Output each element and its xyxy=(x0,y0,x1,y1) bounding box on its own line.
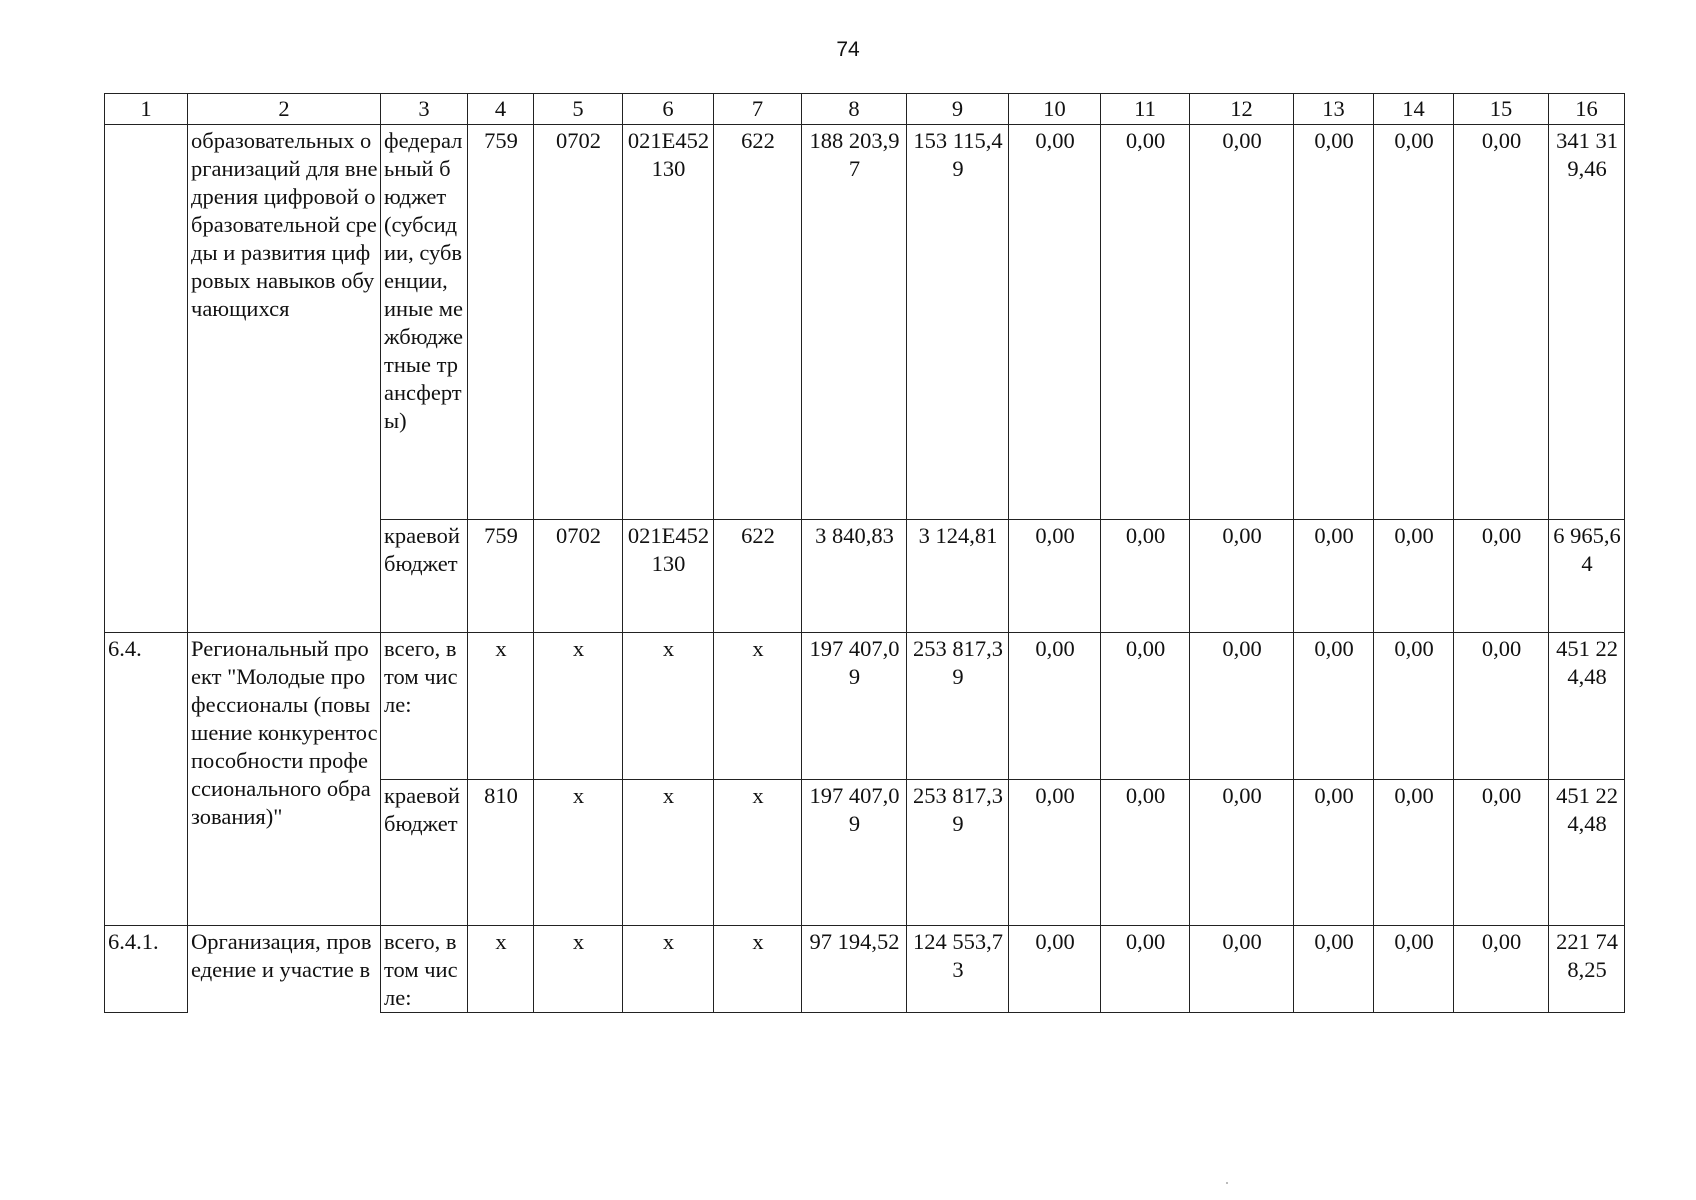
header-cell: 10 xyxy=(1009,94,1101,125)
header-cell: 11 xyxy=(1101,94,1190,125)
total-cell: 451 224,48 xyxy=(1549,633,1625,780)
code-cell: x xyxy=(468,633,534,780)
header-cell: 12 xyxy=(1190,94,1294,125)
code-cell: x xyxy=(623,926,714,1013)
amount-cell: 0,00 xyxy=(1294,780,1374,926)
header-cell: 14 xyxy=(1374,94,1454,125)
amount-cell: 0,00 xyxy=(1009,125,1101,520)
header-cell: 13 xyxy=(1294,94,1374,125)
table-row xyxy=(105,633,1625,780)
total-cell: 451 224,48 xyxy=(1549,780,1625,926)
code-cell: 759 xyxy=(468,125,534,520)
amount-cell: 0,00 xyxy=(1009,633,1101,780)
header-cell: 15 xyxy=(1454,94,1549,125)
amount-cell: 0,00 xyxy=(1374,780,1454,926)
amount-cell: 3 124,81 xyxy=(907,520,1009,633)
amount-cell: 0,00 xyxy=(1101,926,1190,1013)
amount-cell: 0,00 xyxy=(1009,520,1101,633)
code-cell: 0702 xyxy=(534,520,623,633)
amount-cell: 253 817,39 xyxy=(907,780,1009,926)
code-cell: x xyxy=(468,926,534,1013)
amount-cell: 0,00 xyxy=(1190,926,1294,1013)
amount-cell: 0,00 xyxy=(1190,633,1294,780)
code-cell: x xyxy=(623,780,714,926)
header-row xyxy=(105,94,1625,125)
amount-cell: 0,00 xyxy=(1294,633,1374,780)
amount-cell: 197 407,09 xyxy=(802,780,907,926)
amount-cell: 0,00 xyxy=(1374,125,1454,520)
header-cell: 8 xyxy=(802,94,907,125)
amount-cell: 97 194,52 xyxy=(802,926,907,1013)
funding-source-cell: краевой бюджет xyxy=(381,780,468,926)
amount-cell: 0,00 xyxy=(1374,520,1454,633)
total-cell: 341 319,46 xyxy=(1549,125,1625,520)
code-cell: x xyxy=(714,926,802,1013)
funding-source-cell: всего, в том числе: xyxy=(381,633,468,780)
amount-cell: 0,00 xyxy=(1294,125,1374,520)
amount-cell: 0,00 xyxy=(1294,520,1374,633)
amount-cell: 153 115,49 xyxy=(907,125,1009,520)
code-cell: 622 xyxy=(714,520,802,633)
amount-cell: 3 840,83 xyxy=(802,520,907,633)
code-cell: x xyxy=(623,633,714,780)
code-cell: 622 xyxy=(714,125,802,520)
header-cell: 7 xyxy=(714,94,802,125)
event-name-cell: образовательных организаций для внедрения цифровой образовательной среды и развития цифровых навыков обучающихся xyxy=(188,125,381,633)
amount-cell: 0,00 xyxy=(1454,780,1549,926)
code-cell: x xyxy=(534,633,623,780)
table-row xyxy=(105,125,1625,520)
amount-cell: 0,00 xyxy=(1454,125,1549,520)
code-cell: x xyxy=(534,780,623,926)
amount-cell: 0,00 xyxy=(1101,633,1190,780)
header-cell: 16 xyxy=(1549,94,1625,125)
amount-cell: 0,00 xyxy=(1101,780,1190,926)
code-cell: 810 xyxy=(468,780,534,926)
total-cell: 221 748,25 xyxy=(1549,926,1625,1013)
amount-cell: 0,00 xyxy=(1190,780,1294,926)
scan-speck xyxy=(1226,1182,1228,1184)
amount-cell: 124 553,73 xyxy=(907,926,1009,1013)
code-cell: 759 xyxy=(468,520,534,633)
amount-cell: 0,00 xyxy=(1294,926,1374,1013)
amount-cell: 0,00 xyxy=(1009,780,1101,926)
amount-cell: 0,00 xyxy=(1101,520,1190,633)
header-cell: 4 xyxy=(468,94,534,125)
total-cell: 6 965,64 xyxy=(1549,520,1625,633)
funding-source-cell: краевой бюджет xyxy=(381,520,468,633)
amount-cell: 0,00 xyxy=(1374,633,1454,780)
code-cell: 021E452130 xyxy=(623,125,714,520)
amount-cell: 197 407,09 xyxy=(802,633,907,780)
amount-cell: 0,00 xyxy=(1454,926,1549,1013)
amount-cell: 253 817,39 xyxy=(907,633,1009,780)
header-cell: 9 xyxy=(907,94,1009,125)
row-number-cell xyxy=(105,125,188,633)
amount-cell: 0,00 xyxy=(1454,520,1549,633)
amount-cell: 0,00 xyxy=(1009,926,1101,1013)
budget-table xyxy=(104,93,1625,1013)
code-cell: x xyxy=(534,926,623,1013)
amount-cell: 0,00 xyxy=(1374,926,1454,1013)
header-cell: 5 xyxy=(534,94,623,125)
table-row xyxy=(105,926,1625,1013)
page-number: 74 xyxy=(836,38,860,61)
amount-cell: 0,00 xyxy=(1101,125,1190,520)
header-cell: 3 xyxy=(381,94,468,125)
code-cell: 021E452130 xyxy=(623,520,714,633)
row-number-cell: 6.4.1. xyxy=(105,926,188,1013)
header-cell: 1 xyxy=(105,94,188,125)
funding-source-cell: всего, в том числе: xyxy=(381,926,468,1013)
amount-cell: 0,00 xyxy=(1190,125,1294,520)
header-cell: 2 xyxy=(188,94,381,125)
amount-cell: 0,00 xyxy=(1454,633,1549,780)
code-cell: x xyxy=(714,780,802,926)
event-name-cell: Организация, проведение и участие в xyxy=(188,926,381,1013)
amount-cell: 188 203,97 xyxy=(802,125,907,520)
amount-cell: 0,00 xyxy=(1190,520,1294,633)
header-cell: 6 xyxy=(623,94,714,125)
code-cell: x xyxy=(714,633,802,780)
funding-source-cell: федеральный бюджет (субсидии, субвенции, иные межбюджетные трансферты) xyxy=(381,125,468,520)
code-cell: 0702 xyxy=(534,125,623,520)
row-number-cell: 6.4. xyxy=(105,633,188,926)
event-name-cell: Региональный проект "Молодые профессионалы (повышение конкурентоспособности профессионального образования)" xyxy=(188,633,381,926)
